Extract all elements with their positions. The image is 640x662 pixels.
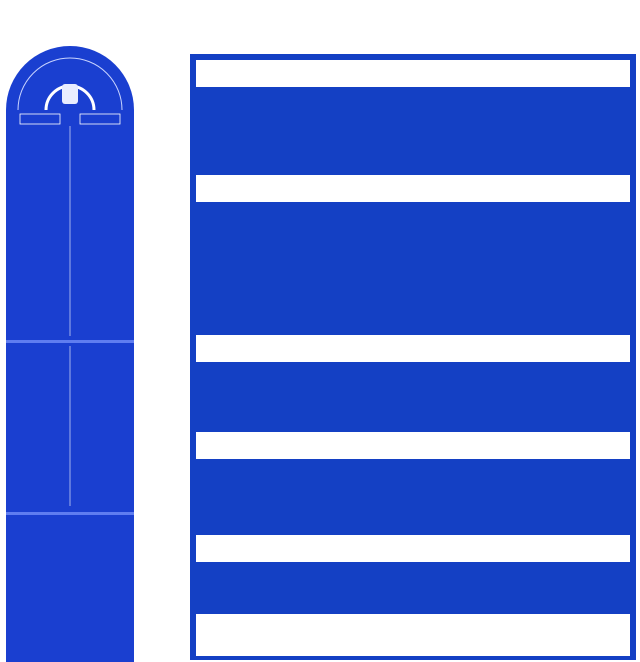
section-title-standard-thread xyxy=(196,175,630,202)
section-title-drill-angle xyxy=(196,535,630,562)
spec-panel xyxy=(190,54,636,660)
section-title-metric-drill xyxy=(196,335,630,362)
section-title-standard-drill xyxy=(196,432,630,459)
dimensions-footer xyxy=(196,614,630,656)
thread-gauge-tool-image xyxy=(4,44,136,662)
section-title-metric-thread xyxy=(196,60,630,87)
